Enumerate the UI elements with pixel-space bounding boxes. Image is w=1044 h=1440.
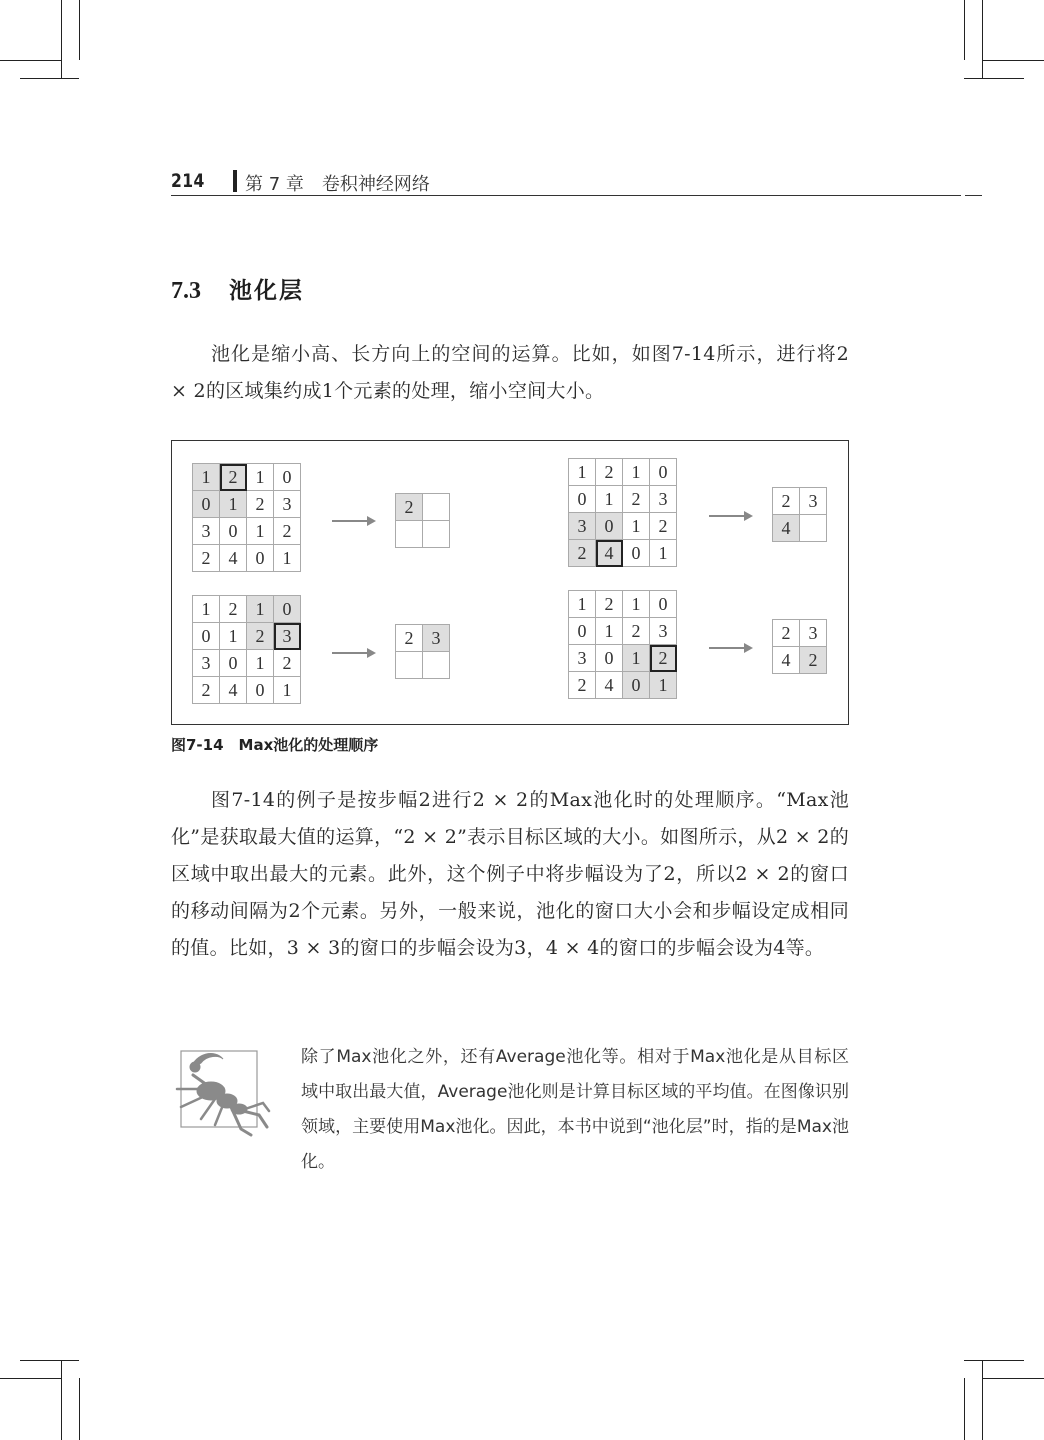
- matrix-cell: 1: [274, 545, 301, 572]
- matrix-cell: 0: [247, 677, 274, 704]
- crop-mark: [79, 1378, 80, 1440]
- output-cell: [396, 652, 423, 679]
- output-matrix: [772, 487, 827, 542]
- matrix-cell: 1: [193, 464, 220, 491]
- output-cell: 3: [800, 620, 827, 647]
- output-cell: 2: [773, 620, 800, 647]
- matrix-cell: 2: [650, 513, 677, 540]
- matrix-cell: 4: [220, 677, 247, 704]
- matrix-cell: 1: [623, 513, 650, 540]
- output-cell: [423, 521, 450, 548]
- head-divider-bar: [233, 170, 237, 192]
- crop-mark: [20, 78, 79, 79]
- intro-paragraph: [171, 336, 849, 410]
- matrix-cell: 0: [220, 518, 247, 545]
- input-matrix: [192, 463, 301, 572]
- matrix-cell: 2: [220, 596, 247, 623]
- output-cell: 2: [800, 647, 827, 674]
- arrow-head: [744, 643, 753, 653]
- matrix-cell: 2: [569, 540, 596, 567]
- crop-mark: [982, 0, 983, 78]
- crop-mark: [79, 0, 80, 60]
- output-cell: 4: [773, 647, 800, 674]
- matrix-cell: 2: [274, 518, 301, 545]
- matrix-cell: 0: [569, 486, 596, 513]
- section-number: 7.3: [171, 278, 201, 304]
- intro-paragraph-text: 池化是缩小高、长方向上的空间的运算。比如，如图7-14所示，进行将2 × 2的区域集约成1个元素的处理，缩小空间大小。: [171, 343, 849, 402]
- matrix-cell: 2: [220, 464, 247, 491]
- arrow-shaft: [332, 520, 368, 522]
- output-cell: [423, 652, 450, 679]
- matrix-row: [193, 491, 301, 518]
- input-matrix: [568, 590, 677, 699]
- matrix-cell: 3: [274, 491, 301, 518]
- matrix-row: [396, 494, 450, 521]
- matrix-cell: 0: [623, 672, 650, 699]
- crop-mark: [0, 1378, 61, 1379]
- output-cell: 3: [423, 625, 450, 652]
- matrix-cell: 0: [569, 618, 596, 645]
- matrix-row: [193, 650, 301, 677]
- output-cell: [423, 494, 450, 521]
- matrix-cell: 2: [623, 486, 650, 513]
- matrix-row: [569, 618, 677, 645]
- pooling-figure: [171, 440, 849, 725]
- arrow-right-icon: [709, 511, 753, 521]
- matrix-cell: 0: [623, 540, 650, 567]
- matrix-row: [193, 464, 301, 491]
- matrix-cell: 2: [193, 545, 220, 572]
- arrow-shaft: [709, 647, 745, 649]
- arrow-head: [367, 516, 376, 526]
- matrix-cell: 4: [596, 672, 623, 699]
- matrix-cell: 0: [650, 591, 677, 618]
- arrow-right-icon: [332, 648, 376, 658]
- matrix-cell: 2: [623, 618, 650, 645]
- matrix-cell: 1: [623, 645, 650, 672]
- matrix-cell: 2: [596, 591, 623, 618]
- matrix-cell: 2: [650, 645, 677, 672]
- matrix-cell: 1: [220, 491, 247, 518]
- matrix-cell: 1: [247, 518, 274, 545]
- body-paragraph: [171, 782, 849, 967]
- crop-mark: [964, 78, 1024, 79]
- page-number: 214: [171, 170, 205, 192]
- matrix-cell: 4: [596, 540, 623, 567]
- matrix-cell: 1: [650, 672, 677, 699]
- matrix-row: [193, 623, 301, 650]
- chapter-title: 第 7 章 卷积神经网络: [245, 174, 430, 195]
- matrix-row: [569, 459, 677, 486]
- matrix-row: [193, 545, 301, 572]
- input-matrix: [568, 458, 677, 567]
- matrix-row: [396, 625, 450, 652]
- matrix-cell: 0: [193, 491, 220, 518]
- matrix-row: [569, 645, 677, 672]
- body-paragraph-text: 图7-14的例子是按步幅2进行2 × 2的Max池化时的处理顺序。“Max池化”是获取最大值的运算，“2 × 2”表示目标区域的大小。如图所示，从2 × 2的区域中取出最大的元素。此外，这个例子中将步幅设为了2，所以2 × 2的窗口的移动间隔为2个元素。另外，一般来说，池化的窗口大小会和步幅设定成相同的值。比如，3 × 3的窗口的步幅会设为3，4 × 4的窗口的步幅会设为4等。: [171, 789, 849, 959]
- matrix-row: [569, 486, 677, 513]
- matrix-row: [773, 647, 827, 674]
- matrix-cell: 1: [569, 459, 596, 486]
- matrix-cell: 0: [596, 513, 623, 540]
- matrix-cell: 0: [596, 645, 623, 672]
- output-cell: 2: [773, 488, 800, 515]
- matrix-cell: 2: [596, 459, 623, 486]
- arrow-head: [367, 648, 376, 658]
- matrix-cell: 1: [569, 591, 596, 618]
- matrix-cell: 1: [596, 486, 623, 513]
- matrix-cell: 3: [569, 513, 596, 540]
- output-matrix: [772, 619, 827, 674]
- matrix-row: [569, 540, 677, 567]
- matrix-cell: 1: [623, 459, 650, 486]
- note-text: 除了Max池化之外，还有Average池化等。相对于Max池化是从目标区域中取出最大值，Average池化则是计算目标区域的平均值。在图像识别领域，主要使用Max池化。因此，本书中说到“池化层”时，指的是Max池化。: [301, 1047, 849, 1172]
- crop-mark: [982, 60, 1044, 61]
- matrix-cell: 2: [247, 491, 274, 518]
- crop-mark: [982, 1378, 1044, 1379]
- crop-mark: [61, 0, 62, 78]
- output-matrix: [395, 493, 450, 548]
- crop-mark: [964, 1360, 1024, 1361]
- matrix-cell: 3: [569, 645, 596, 672]
- input-matrix: [192, 595, 301, 704]
- matrix-row: [193, 518, 301, 545]
- crop-mark: [964, 0, 965, 60]
- matrix-cell: 2: [193, 677, 220, 704]
- output-matrix: [395, 624, 450, 679]
- matrix-cell: 1: [220, 623, 247, 650]
- matrix-row: [773, 620, 827, 647]
- matrix-row: [773, 488, 827, 515]
- head-rule-tail: [965, 195, 982, 196]
- matrix-cell: 2: [247, 623, 274, 650]
- arrow-right-icon: [709, 643, 753, 653]
- crop-mark: [0, 60, 61, 61]
- matrix-cell: 1: [274, 677, 301, 704]
- matrix-cell: 1: [596, 618, 623, 645]
- crop-mark: [20, 1360, 79, 1361]
- matrix-cell: 3: [650, 486, 677, 513]
- running-head: [171, 168, 982, 196]
- matrix-cell: 1: [247, 650, 274, 677]
- output-cell: 4: [773, 515, 800, 542]
- matrix-cell: 1: [193, 596, 220, 623]
- arrow-head: [744, 511, 753, 521]
- output-cell: 2: [396, 625, 423, 652]
- matrix-row: [396, 652, 450, 679]
- scorpion-icon: [171, 1045, 271, 1137]
- matrix-cell: 1: [247, 464, 274, 491]
- matrix-cell: 1: [623, 591, 650, 618]
- matrix-cell: 3: [193, 650, 220, 677]
- crop-mark: [964, 1378, 965, 1440]
- matrix-cell: 4: [220, 545, 247, 572]
- matrix-cell: 2: [569, 672, 596, 699]
- matrix-cell: 0: [193, 623, 220, 650]
- matrix-cell: 3: [193, 518, 220, 545]
- output-cell: 3: [800, 488, 827, 515]
- matrix-row: [193, 596, 301, 623]
- matrix-cell: 0: [274, 596, 301, 623]
- output-cell: [800, 515, 827, 542]
- matrix-cell: 1: [247, 596, 274, 623]
- output-cell: 2: [396, 494, 423, 521]
- output-cell: [396, 521, 423, 548]
- matrix-row: [569, 591, 677, 618]
- arrow-shaft: [332, 652, 368, 654]
- matrix-row: [396, 521, 450, 548]
- matrix-cell: 0: [650, 459, 677, 486]
- matrix-cell: 3: [274, 623, 301, 650]
- matrix-row: [193, 677, 301, 704]
- section-title: 池化层: [229, 278, 304, 304]
- matrix-cell: 0: [220, 650, 247, 677]
- matrix-row: [773, 515, 827, 542]
- matrix-cell: 0: [247, 545, 274, 572]
- figure-caption: 图7-14 Max池化的处理顺序: [171, 736, 379, 754]
- section-heading: [171, 272, 304, 305]
- arrow-right-icon: [332, 516, 376, 526]
- matrix-cell: 0: [274, 464, 301, 491]
- matrix-cell: 2: [274, 650, 301, 677]
- head-rule: [171, 195, 961, 196]
- crop-mark: [982, 1360, 983, 1440]
- matrix-row: [569, 513, 677, 540]
- crop-mark: [61, 1360, 62, 1440]
- matrix-cell: 3: [650, 618, 677, 645]
- matrix-row: [569, 672, 677, 699]
- arrow-shaft: [709, 515, 745, 517]
- matrix-cell: 1: [650, 540, 677, 567]
